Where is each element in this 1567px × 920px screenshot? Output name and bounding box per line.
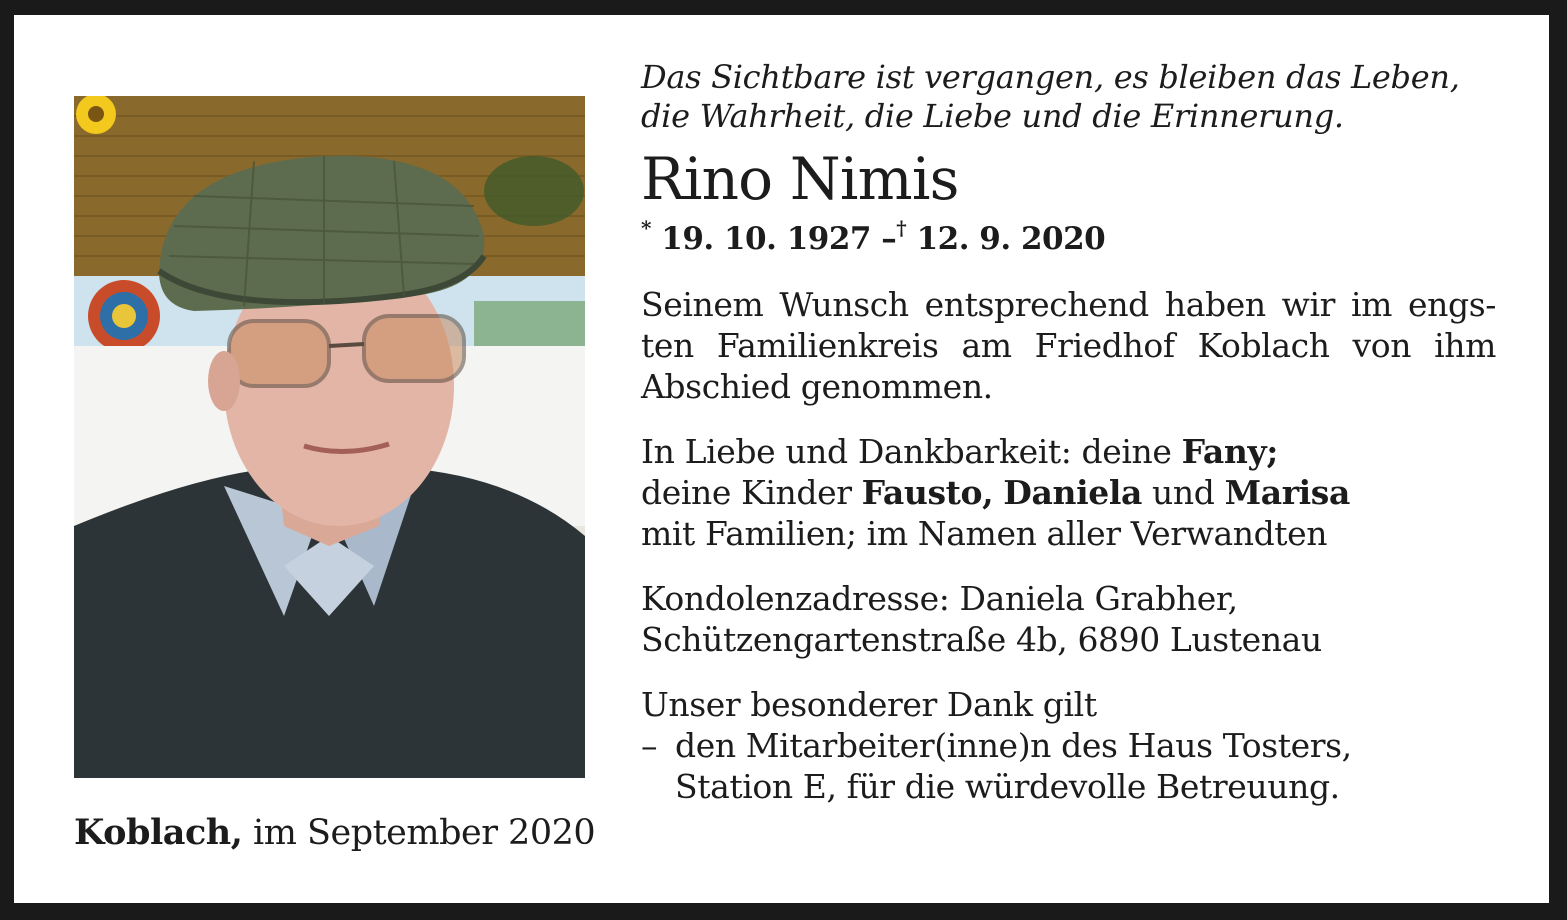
relatives-line: mit Familien; im Namen aller Verwandten	[641, 514, 1328, 553]
place-name: Koblach,	[74, 812, 243, 853]
thanks-item	[641, 725, 1496, 807]
date-separator: –	[881, 221, 897, 257]
portrait-photo	[74, 96, 585, 778]
thanks-intro: Unser besonderer Dank gilt	[641, 685, 1097, 724]
family-intro: In Liebe und Dankbarkeit: deine	[641, 432, 1182, 471]
address-line-2: Schützengartenstraße 4b, 6890 Lustenau	[641, 620, 1322, 659]
family-paragraph	[641, 431, 1496, 554]
children-intro: deine Kinder	[641, 473, 862, 512]
farewell-paragraph	[641, 284, 1496, 407]
child-name-3: Marisa	[1224, 473, 1350, 512]
thanks-line-2: Station E, für die würdevolle Betreuung.	[675, 767, 1340, 806]
address-line-1: Kondolenzadresse: Daniela Grabher,	[641, 579, 1238, 618]
memorial-quote	[641, 58, 1496, 136]
dash-bullet: –	[641, 726, 658, 765]
date-line: im September 2020	[242, 813, 596, 853]
child-name-1: Fausto,	[861, 473, 994, 512]
wife-name: Fany;	[1181, 432, 1278, 471]
life-dates	[641, 216, 1496, 257]
death-symbol: †	[896, 216, 907, 240]
child-name-2: Daniela	[1003, 473, 1142, 512]
and-word: und	[1141, 473, 1225, 512]
farewell-line-1: Seinem Wunsch entsprechend haben wir im engs-	[641, 285, 1496, 324]
birth-symbol: *	[641, 216, 651, 240]
quote-line-2: die Wahrheit, die Liebe und die Erinnerung.	[641, 97, 1344, 135]
thanks-line-1: den Mitarbeiter(inne)n des Haus Tosters,	[675, 726, 1352, 765]
deceased-name: Rino Nimis	[641, 145, 959, 213]
place-date-line	[74, 812, 595, 853]
obituary-card	[14, 15, 1549, 903]
condolence-address	[641, 578, 1496, 660]
birth-date: 19. 10. 1927	[661, 221, 871, 257]
quote-line-1: Das Sichtbare ist vergangen, es bleiben das Leben,	[641, 58, 1460, 96]
text-column	[641, 58, 1496, 807]
farewell-line-3: Abschied genommen.	[641, 367, 993, 406]
farewell-line-2: ten Familienkreis am Friedhof Koblach von ihm	[641, 326, 1496, 365]
thanks-text	[675, 725, 1352, 807]
death-date: 12. 9. 2020	[916, 221, 1106, 257]
